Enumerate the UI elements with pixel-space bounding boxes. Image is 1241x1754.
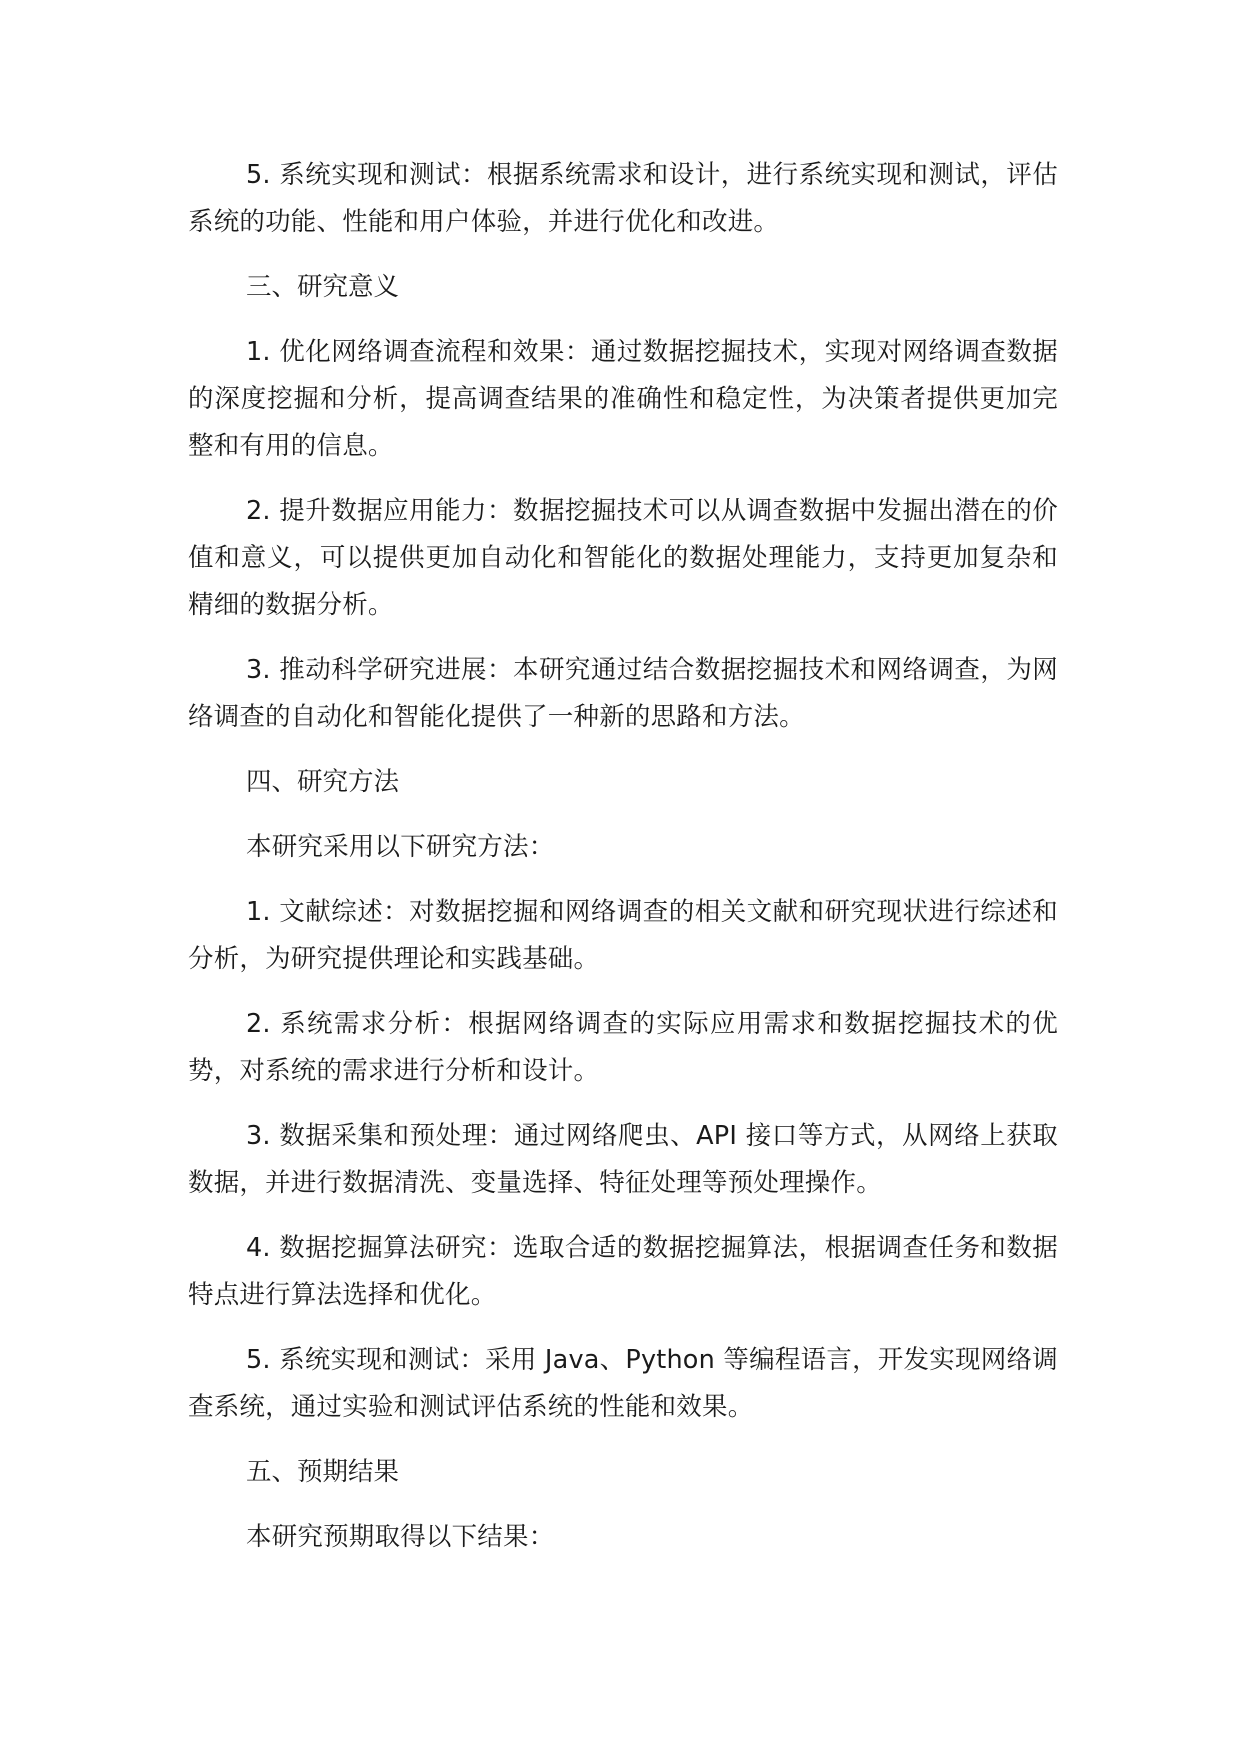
- paragraph-results-intro: 本研究预期取得以下结果：: [246, 1522, 555, 1552]
- heading-research-significance: 三、研究意义: [246, 272, 400, 302]
- paragraph-method-3: 3. 数据采集和预处理：通过网络爬虫、API 接口等方式，从网络上获取数据，并进行数据清洗、变量选择、特征处理等预处理操作。: [188, 1121, 1058, 1198]
- heading-expected-results: 五、预期结果: [246, 1457, 400, 1487]
- paragraph-significance-3: 3. 推动科学研究进展：本研究通过结合数据挖掘技术和网络调查，为网络调查的自动化和智能化提供了一种新的思路和方法。: [188, 655, 1058, 732]
- paragraph-methods-intro: 本研究采用以下研究方法：: [246, 832, 555, 862]
- paragraph-method-5: 5. 系统实现和测试：采用 Java、Python 等编程语言，开发实现网络调查系统，通过实验和测试评估系统的性能和效果。: [188, 1345, 1058, 1422]
- heading-research-methods: 四、研究方法: [246, 767, 400, 797]
- paragraph-method-1: 1. 文献综述：对数据挖掘和网络调查的相关文献和研究现状进行综述和分析，为研究提供理论和实践基础。: [188, 897, 1058, 974]
- paragraph-significance-2: 2. 提升数据应用能力：数据挖掘技术可以从调查数据中发掘出潜在的价值和意义，可以提供更加自动化和智能化的数据处理能力，支持更加复杂和精细的数据分析。: [188, 496, 1058, 620]
- paragraph-significance-1: 1. 优化网络调查流程和效果：通过数据挖掘技术，实现对网络调查数据的深度挖掘和分析，提高调查结果的准确性和稳定性，为决策者提供更加完整和有用的信息。: [188, 337, 1058, 461]
- paragraph-method-2: 2. 系统需求分析：根据网络调查的实际应用需求和数据挖掘技术的优势，对系统的需求进行分析和设计。: [188, 1009, 1058, 1086]
- document-page: [188, 152, 1058, 1579]
- paragraph-method-4: 4. 数据挖掘算法研究：选取合适的数据挖掘算法，根据调查任务和数据特点进行算法选择和优化。: [188, 1233, 1058, 1310]
- paragraph-system-implementation: 5. 系统实现和测试：根据系统需求和设计，进行系统实现和测试，评估系统的功能、性能和用户体验，并进行优化和改进。: [188, 160, 1058, 237]
